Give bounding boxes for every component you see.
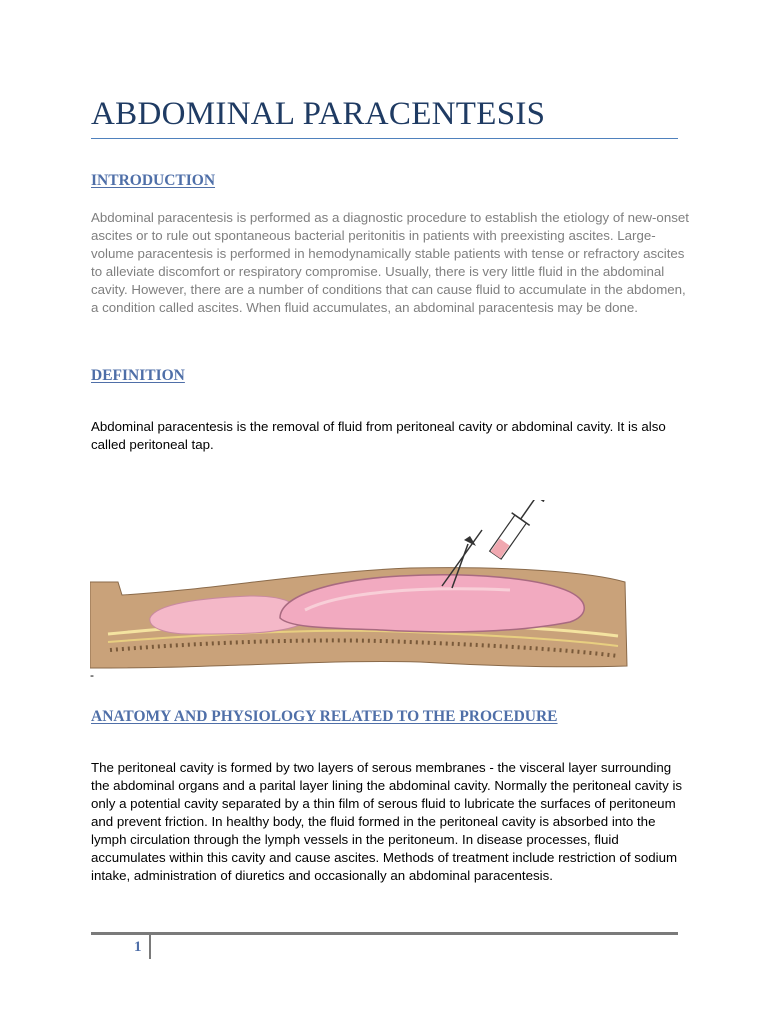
document-title: ABDOMINAL PARACENTESIS bbox=[91, 96, 546, 132]
introduction-heading: INTRODUCTION bbox=[91, 172, 216, 189]
paracentesis-illustration bbox=[90, 500, 630, 680]
footer-divider bbox=[91, 932, 678, 935]
anatomy-heading: ANATOMY AND PHYSIOLOGY RELATED TO THE PROCEDURE bbox=[91, 708, 558, 725]
definition-heading: DEFINITION bbox=[91, 367, 185, 384]
title-divider bbox=[91, 138, 678, 139]
definition-paragraph: Abdominal paracentesis is the removal of fluid from peritoneal cavity or abdominal cavity. It is also called peritoneal tap. bbox=[91, 419, 666, 452]
page-number: 1 bbox=[134, 939, 142, 955]
introduction-paragraph: Abdominal paracentesis is performed as a diagnostic procedure to establish the etiology of new-onset ascites or to rule out spontaneous bacterial peritonitis in patients with preexisting ascites. Large-volume paracentesis is performed in hemodynamically stable patients with tense or refractory ascites to alleviate discomfort or respiratory compromise. Usually, there is very little fluid in the abdominal cavity. However, there are a number of conditions that can cause fluid to accumulate in the abdomen, a condition called ascites. When fluid accumulates, an abdominal paracentesis may be done. bbox=[91, 210, 689, 315]
page-number-bar bbox=[149, 935, 151, 959]
figure-mark: - bbox=[90, 668, 94, 682]
syringe bbox=[486, 500, 545, 561]
anatomy-paragraph: The peritoneal cavity is formed by two layers of serous membranes - the visceral layer surrounding the abdominal organs and a parital layer lining the abdominal cavity. Normally the peritoneal cavity is only a potential cavity separated by a thin film of serous fluid to lubricate the surfaces of peritoneum and prevent friction. In healthy body, the fluid formed in the peritoneal cavity is absorbed into the lymph circulation through the lymph vessels in the peritoneum. In disease processes, fluid accumulates within this cavity and cause ascites. Methods of treatment include restriction of sodium intake, administration of diuretics and occasionally an abdominal paracentesis. bbox=[91, 760, 683, 883]
